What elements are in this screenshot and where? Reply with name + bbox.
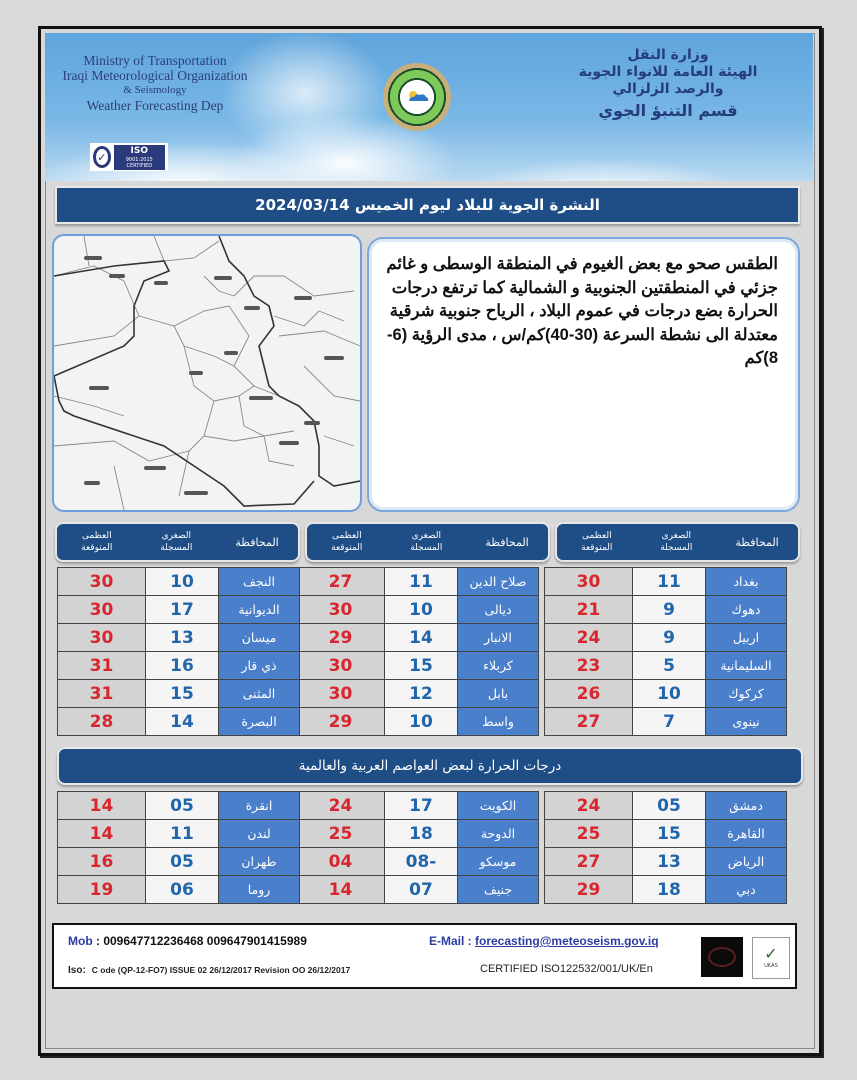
capitals-table-3 xyxy=(57,791,300,904)
city-name: الرياض xyxy=(706,848,787,876)
city-name: الانبار xyxy=(458,624,539,652)
city-name: دهوك xyxy=(706,596,787,624)
max-temp: 30 xyxy=(58,624,146,652)
table-row xyxy=(58,820,300,848)
header-max-line1: العظمى xyxy=(81,531,112,541)
header-max xyxy=(57,530,137,554)
table-row xyxy=(58,708,300,736)
city-name: ديالى xyxy=(458,596,539,624)
table-row xyxy=(58,652,300,680)
forecast-text: الطقس صحو مع بعض الغيوم في المنطقة الوسطى و غائم جزئي في المنطقتين الجنوبية و الشمالية كما ترتفع درجات الحرارة بضع درجات في عموم البلاد ، الرياح جنوبية شرقية معتدلة الى نشطة السرعة (30-40)كم/س ، مدى الرؤية (6-8)كم xyxy=(386,255,778,367)
header-min-line1: الصغرى xyxy=(661,531,691,541)
min-temp: 9 xyxy=(633,596,706,624)
max-temp: 23 xyxy=(545,652,633,680)
city-name: البصرة xyxy=(219,708,300,736)
max-temp: 24 xyxy=(297,792,385,820)
header-min xyxy=(637,530,717,554)
table-row xyxy=(545,792,787,820)
city-name: الديوانية xyxy=(219,596,300,624)
cloud-sun-icon xyxy=(407,90,429,102)
table-row xyxy=(58,680,300,708)
max-temp: 21 xyxy=(545,596,633,624)
capitals-table-2 xyxy=(296,791,539,904)
min-temp: 07 xyxy=(385,876,458,904)
header-min xyxy=(137,530,217,554)
max-temp: 25 xyxy=(297,820,385,848)
city-name: ميسان xyxy=(219,624,300,652)
mob-label: Mob xyxy=(68,934,93,948)
iso-badge-text xyxy=(114,145,165,170)
city-name: روما xyxy=(219,876,300,904)
table-row xyxy=(545,624,787,652)
min-temp: 05 xyxy=(146,792,219,820)
min-temp: 11 xyxy=(146,820,219,848)
max-temp: 16 xyxy=(58,848,146,876)
certification-logo xyxy=(701,937,743,977)
header-min-line1: الصغرى xyxy=(161,531,191,541)
table-row xyxy=(297,568,539,596)
arabic-line: الهيئة العامة للانواء الجوية xyxy=(578,64,758,80)
bulletin-title: النشرة الجوية للبلاد ليوم الخميس 2024/03/14 xyxy=(55,186,800,224)
email-label: E-Mail xyxy=(429,934,465,948)
city-name: انقرة xyxy=(219,792,300,820)
column-header-group xyxy=(55,522,300,562)
iso-certified-badge xyxy=(90,143,168,171)
english-line: Ministry of Transportation xyxy=(83,53,227,68)
capitals-title: درجات الحرارة لبعض العواصم العربية والعالمية xyxy=(57,747,803,785)
city-name: اربيل xyxy=(706,624,787,652)
forecast-text-box xyxy=(367,237,800,512)
table-row xyxy=(545,596,787,624)
min-temp: 12 xyxy=(385,680,458,708)
table-row xyxy=(297,708,539,736)
table-row xyxy=(297,820,539,848)
table-row xyxy=(297,596,539,624)
max-temp: 14 xyxy=(58,792,146,820)
table-row xyxy=(297,624,539,652)
header-province: المحافظة xyxy=(235,535,279,549)
min-temp: 10 xyxy=(385,596,458,624)
iso-code-value: C ode (QP-12-FO7) ISSUE 02 26/12/2017 Revision OO 26/12/2017 xyxy=(91,965,351,975)
seal-icon xyxy=(708,947,736,967)
header-max-line2: المتوقعة xyxy=(331,543,363,553)
city-name: ذي قار xyxy=(219,652,300,680)
arabic-line: وزارة النقل xyxy=(627,47,709,63)
table-row xyxy=(545,876,787,904)
max-temp: 28 xyxy=(58,708,146,736)
max-temp: 19 xyxy=(58,876,146,904)
table-row xyxy=(545,708,787,736)
table-row xyxy=(545,652,787,680)
min-temp: 18 xyxy=(633,876,706,904)
english-line: Weather Forecasting Dep xyxy=(86,98,224,113)
header-max-line2: المتوقعة xyxy=(81,543,113,553)
iso-label: ISO xyxy=(130,145,149,156)
max-temp: 24 xyxy=(545,792,633,820)
ukas-label: UKAS xyxy=(764,963,778,969)
min-temp: 13 xyxy=(146,624,219,652)
column-header-group xyxy=(305,522,550,562)
min-temp: 15 xyxy=(633,820,706,848)
organization-logo xyxy=(383,63,451,131)
table-row xyxy=(545,848,787,876)
max-temp: 14 xyxy=(297,876,385,904)
header-min xyxy=(387,530,467,554)
city-name: القاهرة xyxy=(706,820,787,848)
min-temp: 9 xyxy=(633,624,706,652)
email: E-Mail : forecasting@meteoseism.gov.iq xyxy=(429,934,659,948)
province-table-1 xyxy=(544,567,787,736)
max-temp: 24 xyxy=(545,624,633,652)
city-name: السليمانية xyxy=(706,652,787,680)
max-temp: 31 xyxy=(58,652,146,680)
header-max xyxy=(557,530,637,554)
province-table-2 xyxy=(296,567,539,736)
table-row xyxy=(58,848,300,876)
city-name: دبي xyxy=(706,876,787,904)
english-line: & Seismology xyxy=(123,84,187,96)
table-row xyxy=(297,652,539,680)
header-max-line1: العظمى xyxy=(581,531,612,541)
header-min-line2: المسجلة xyxy=(660,543,693,553)
city-name: طهران xyxy=(219,848,300,876)
table-row xyxy=(297,876,539,904)
table-row xyxy=(58,568,300,596)
max-temp: 27 xyxy=(545,708,633,736)
max-temp: 25 xyxy=(545,820,633,848)
min-temp: 15 xyxy=(146,680,219,708)
city-name: كربلاء xyxy=(458,652,539,680)
header-min-line2: المسجلة xyxy=(160,543,193,553)
max-temp: 29 xyxy=(297,624,385,652)
min-temp: 16 xyxy=(146,652,219,680)
min-temp: 17 xyxy=(146,596,219,624)
max-temp: 27 xyxy=(545,848,633,876)
city-name: دمشق xyxy=(706,792,787,820)
min-temp: 11 xyxy=(633,568,706,596)
min-temp: 10 xyxy=(633,680,706,708)
table-row xyxy=(297,848,539,876)
table-row xyxy=(58,792,300,820)
province-table-3 xyxy=(57,567,300,736)
mobile-numbers xyxy=(68,934,307,948)
map-icon xyxy=(54,236,360,510)
capitals-table-1 xyxy=(544,791,787,904)
iraq-map xyxy=(52,234,362,512)
max-temp: 30 xyxy=(58,596,146,624)
city-name: الكويت xyxy=(458,792,539,820)
header-banner xyxy=(45,33,813,181)
footer xyxy=(52,923,797,989)
city-name: لندن xyxy=(219,820,300,848)
header-max-line2: المتوقعة xyxy=(581,543,613,553)
city-name: النجف xyxy=(219,568,300,596)
min-temp: 5 xyxy=(633,652,706,680)
max-temp: 26 xyxy=(545,680,633,708)
min-temp: 10 xyxy=(146,568,219,596)
max-temp: 14 xyxy=(58,820,146,848)
table-row xyxy=(545,820,787,848)
min-temp: 17 xyxy=(385,792,458,820)
iso-code-line xyxy=(68,965,350,976)
header-province: المحافظة xyxy=(735,535,779,549)
max-temp: 30 xyxy=(297,652,385,680)
min-temp: 7 xyxy=(633,708,706,736)
city-name: كركوك xyxy=(706,680,787,708)
check-icon: ✓ xyxy=(93,146,111,168)
min-temp: 05 xyxy=(146,848,219,876)
city-name: المثنى xyxy=(219,680,300,708)
city-name: صلاح الدين xyxy=(458,568,539,596)
crown-check-icon: ✓ xyxy=(764,946,778,963)
header-min-line2: المسجلة xyxy=(410,543,443,553)
max-temp: 30 xyxy=(58,568,146,596)
arabic-line: قسم التنبؤ الجوي xyxy=(598,101,738,120)
table-row xyxy=(58,876,300,904)
min-temp: 14 xyxy=(385,624,458,652)
max-temp: 29 xyxy=(297,708,385,736)
english-org-title xyxy=(55,53,255,113)
ukas-logo xyxy=(752,937,790,979)
max-temp: 29 xyxy=(545,876,633,904)
min-temp: -08 xyxy=(385,848,458,876)
table-row xyxy=(297,792,539,820)
table-row xyxy=(545,680,787,708)
city-name: جنيف xyxy=(458,876,539,904)
city-name: بغداد xyxy=(706,568,787,596)
min-temp: 11 xyxy=(385,568,458,596)
city-name: بابل xyxy=(458,680,539,708)
city-name: الدوحة xyxy=(458,820,539,848)
table-row xyxy=(545,568,787,596)
header-max xyxy=(307,530,387,554)
english-line: Iraqi Meteorological Organization xyxy=(62,68,248,83)
min-temp: 15 xyxy=(385,652,458,680)
table-row xyxy=(58,596,300,624)
column-header-group xyxy=(555,522,800,562)
iso-sub: 9001:2015 CERTIFIED xyxy=(125,156,153,169)
header-max-line1: العظمى xyxy=(331,531,362,541)
min-temp: 06 xyxy=(146,876,219,904)
iso-code-label: Iso: xyxy=(68,965,86,976)
arabic-line: والرصد الزلزالي xyxy=(612,81,724,97)
min-temp: 13 xyxy=(633,848,706,876)
header-province: المحافظة xyxy=(485,535,529,549)
min-temp: 14 xyxy=(146,708,219,736)
city-name: موسكو xyxy=(458,848,539,876)
max-temp: 31 xyxy=(58,680,146,708)
max-temp: 27 xyxy=(297,568,385,596)
max-temp: 04 xyxy=(297,848,385,876)
min-temp: 05 xyxy=(633,792,706,820)
arabic-org-title xyxy=(553,47,783,119)
table-row xyxy=(58,624,300,652)
header-min-line1: الصغرى xyxy=(411,531,441,541)
certified-text: CERTIFIED ISO122532/001/UK/En xyxy=(480,963,653,975)
mob-value: : 009647712236468 009647901415989 xyxy=(96,934,307,948)
city-name: نينوى xyxy=(706,708,787,736)
max-temp: 30 xyxy=(297,680,385,708)
email-link[interactable]: forecasting@meteoseism.gov.iq xyxy=(475,934,659,948)
min-temp: 18 xyxy=(385,820,458,848)
min-temp: 10 xyxy=(385,708,458,736)
city-name: واسط xyxy=(458,708,539,736)
max-temp: 30 xyxy=(297,596,385,624)
max-temp: 30 xyxy=(545,568,633,596)
table-row xyxy=(297,680,539,708)
